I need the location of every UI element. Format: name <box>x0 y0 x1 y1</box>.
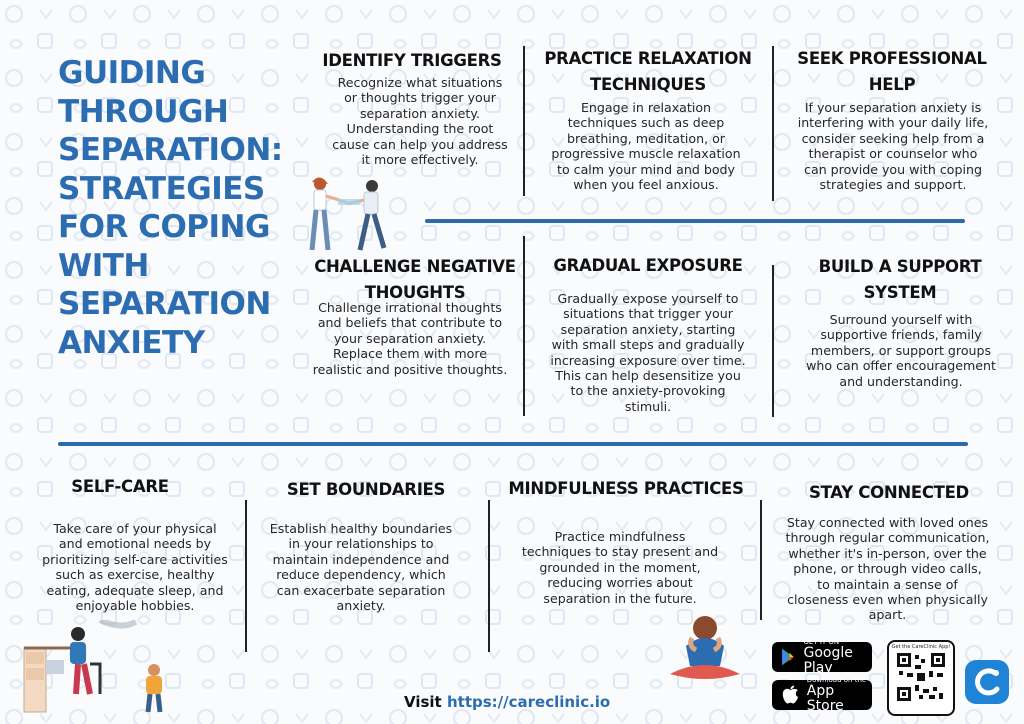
apple-icon <box>779 683 802 707</box>
qr-caption: Get the CareClinic App! <box>891 644 951 650</box>
seek-help-text: If your separation anxiety is interfering with your daily life, consider seeking help from a therapist or counselor who can provide you with coping strategies and support. <box>797 100 989 193</box>
set-boundaries-text: Establish healthy boundaries in your relationships to maintain independence and reduce dependency, which can exacerbate separation anxiety. <box>269 521 453 614</box>
page-title: GUIDING THROUGH SEPARATION: STRATEGIES FOR COPING WITH SEPARATION ANXIETY <box>58 55 283 361</box>
qr-code-icon <box>897 653 945 701</box>
seek-help-heading: SEEK PROFESSIONAL HELP <box>797 49 987 94</box>
stay-connected-text: Stay connected with loved ones through regular communication, whether it's in-person, over the phone, or through video calls, to maintain a sense of closeness even when physically apart. <box>785 515 990 623</box>
website-link[interactable]: https://careclinic.io <box>446 693 611 711</box>
gradual-exposure-text: Gradually expose yourself to situations that trigger your separation anxiety, starting with small steps and gradually increasing exposure over time. This can help desensitize you to the anxiety-provoking stimuli. <box>550 291 746 414</box>
practice-relaxation-heading: PRACTICE RELAXATION TECHNIQUES <box>544 49 752 94</box>
divider-horizontal <box>425 219 965 223</box>
identify-triggers-text: Recognize what situations or thoughts trigger your separation anxiety. Understanding the root cause can help you address it more effectively. <box>332 75 508 168</box>
app-store-label: App Store <box>806 683 844 714</box>
anxious-person-illustration <box>664 612 746 684</box>
practice-relaxation-text: Engage in relaxation techniques such as deep breathing, meditation, or progressive muscle relaxation to calm your mind and body when you feel anxious. <box>551 100 741 193</box>
self-care-heading: SELF-CARE <box>71 477 169 496</box>
stay-connected-heading: STAY CONNECTED <box>809 483 969 502</box>
divider-vertical <box>772 46 774 201</box>
divider-vertical <box>523 46 525 196</box>
divider-vertical <box>245 500 247 652</box>
separation-couple-illustration <box>298 172 394 256</box>
set-boundaries-heading: SET BOUNDARIES <box>286 480 446 499</box>
divider-horizontal <box>58 442 968 446</box>
challenge-thoughts-text: Challenge irrational thoughts and beliefs that contribute to your separation anxiety. Replace them with more realistic and positive thoughts. <box>312 300 508 377</box>
challenge-thoughts-heading: CHALLENGE NEGATIVE THOUGHTS <box>314 257 516 302</box>
identify-triggers-heading: IDENTIFY TRIGGERS <box>322 51 502 70</box>
divider-vertical <box>772 265 774 417</box>
mindfulness-text: Practice mindfulness techniques to stay present and grounded in the moment, reducing worries about separation in the future. <box>521 529 719 606</box>
parent-working-illustration <box>20 620 170 716</box>
divider-vertical <box>523 236 525 416</box>
mindfulness-heading: MINDFULNESS PRACTICES <box>508 479 744 498</box>
google-play-label: Google Play <box>803 645 853 676</box>
support-system-heading: BUILD A SUPPORT SYSTEM <box>818 257 982 302</box>
divider-vertical <box>760 500 762 620</box>
app-store-badge[interactable] <box>772 676 872 714</box>
app-store-small-label: Download on the <box>806 676 867 684</box>
google-play-small-label: GET IT ON <box>803 638 840 646</box>
google-play-icon <box>778 644 799 670</box>
support-system-text: Surround yourself with supportive friends, family members, or support groups who can offer encouragement and understanding. <box>806 312 996 389</box>
qr-code-card[interactable] <box>887 640 955 716</box>
divider-vertical <box>488 500 490 652</box>
google-play-badge[interactable] <box>772 638 872 676</box>
gradual-exposure-heading: GRADUAL EXPOSURE <box>553 256 743 275</box>
visit-website-text <box>404 693 610 711</box>
careclinic-logo-icon[interactable] <box>965 660 1009 704</box>
visit-label: Visit <box>404 693 442 711</box>
self-care-text: Take care of your physical and emotional needs by prioritizing self-care activities such as exercise, healthy eating, adequate sleep, and enjoyable hobbies. <box>42 521 228 614</box>
